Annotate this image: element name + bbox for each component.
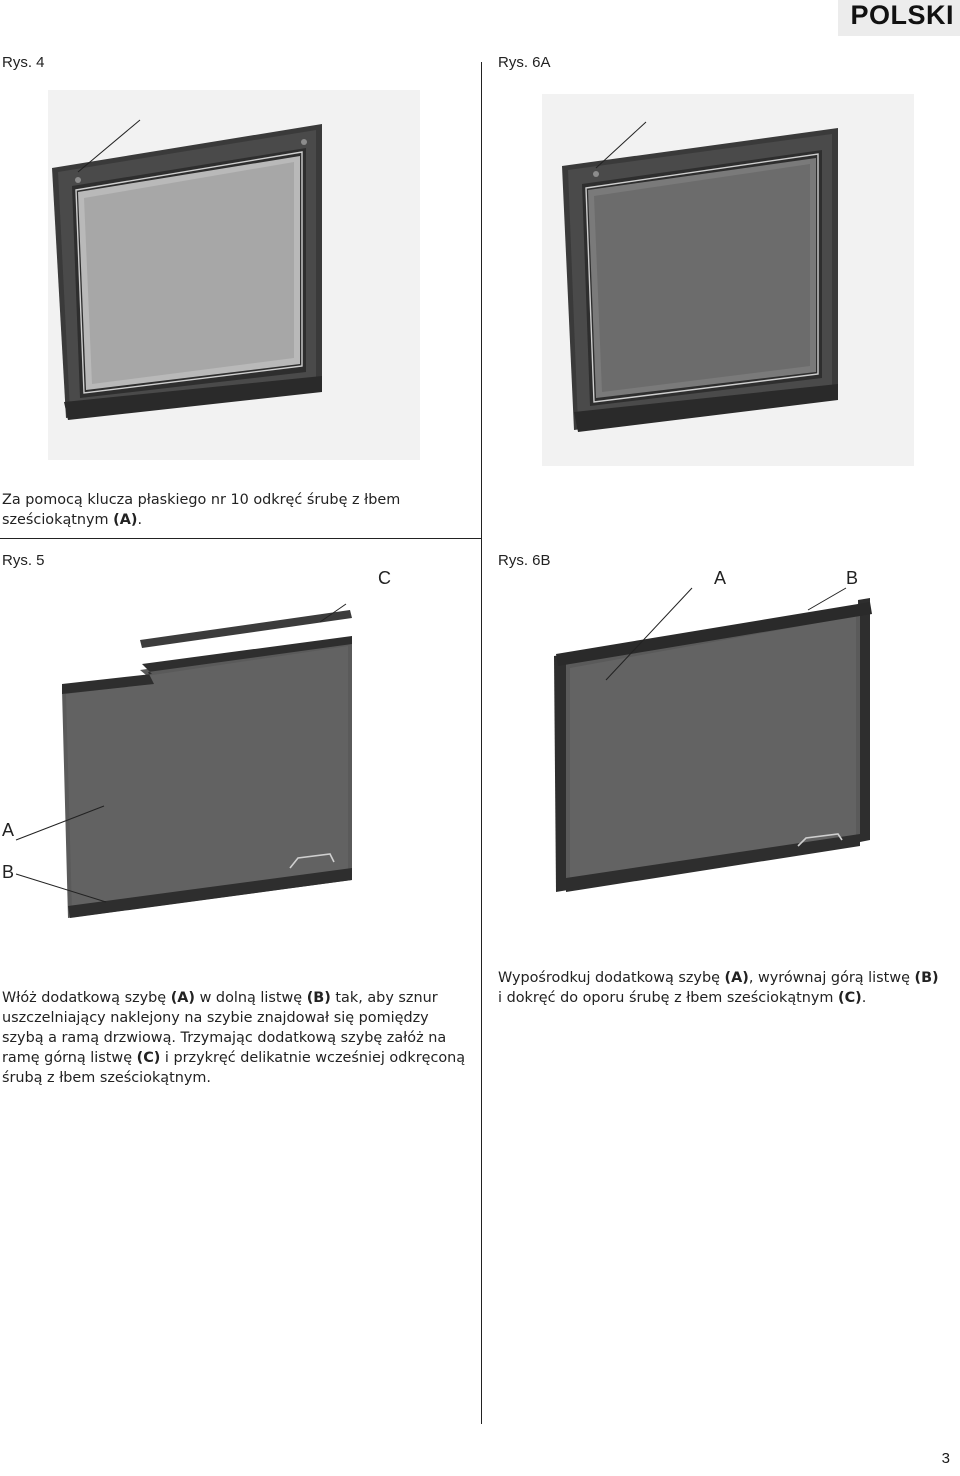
step-6-ref-b: (B) <box>914 970 939 986</box>
figure-5-callout-a: A <box>2 820 15 840</box>
step-5-ref-b: (B) <box>306 990 331 1006</box>
step-4-period: . <box>137 512 143 528</box>
step-6-text-part: Wypośrodkuj dodatkową szybę <box>498 970 725 986</box>
step-5-ref-a: (A) <box>170 990 196 1006</box>
figure-6a-label: Rys. 6A <box>498 54 551 71</box>
figure-4-label: Rys. 4 <box>2 54 45 71</box>
step-6-ref-a: (A) <box>724 970 749 986</box>
step-6-ref-c: (C) <box>838 990 862 1006</box>
step-5-text-part: i przykręć delikatnie wcześniej odkręconą <box>160 1050 466 1066</box>
step-6-period: . <box>861 990 867 1006</box>
step-6-text-part: , wyrównaj górą listwę <box>748 970 915 986</box>
step-5-text-part: w dolną listwę <box>195 990 307 1006</box>
step-4-ref-a: (A) <box>113 512 138 528</box>
step-5-line-2: uszczelniający naklejony na szybie znajdował się pomiędzy <box>2 1010 429 1026</box>
figure-5-callout-c: C <box>378 568 391 588</box>
step-5-text-part: tak, aby sznur <box>330 990 438 1006</box>
step-5-ref-c: (C) <box>136 1050 161 1066</box>
step-5-text-part: ramę górną listwę <box>2 1050 137 1066</box>
language-label: POLSKI <box>850 0 954 30</box>
figure-6b-callout-b: B <box>846 568 859 588</box>
step-5-text-part: Włóż dodatkową szybę <box>2 990 171 1006</box>
figure-6b-label: Rys. 6B <box>498 552 551 569</box>
step-4-line-1: Za pomocą klucza płaskiego nr 10 odkręć śrubę z łbem <box>2 492 401 508</box>
step-6-text <box>498 968 939 1008</box>
step-5-line-5: śrubą z łbem sześciokątnym. <box>2 1070 212 1086</box>
step-4-line-2: sześciokątnym <box>2 512 114 528</box>
figure-5-label: Rys. 5 <box>2 552 45 569</box>
figure-5-callout-b: B <box>2 862 15 882</box>
figure-6b-callout-a: A <box>714 568 727 588</box>
step-5-text <box>2 988 465 1088</box>
step-6-text-part: i dokręć do oporu śrubę z łbem sześciokątnym <box>498 990 839 1006</box>
step-5-line-3: szybą a ramą drzwiową. Trzymając dodatkową szybę załóż na <box>2 1030 447 1046</box>
page-number: 3 <box>941 1450 950 1467</box>
